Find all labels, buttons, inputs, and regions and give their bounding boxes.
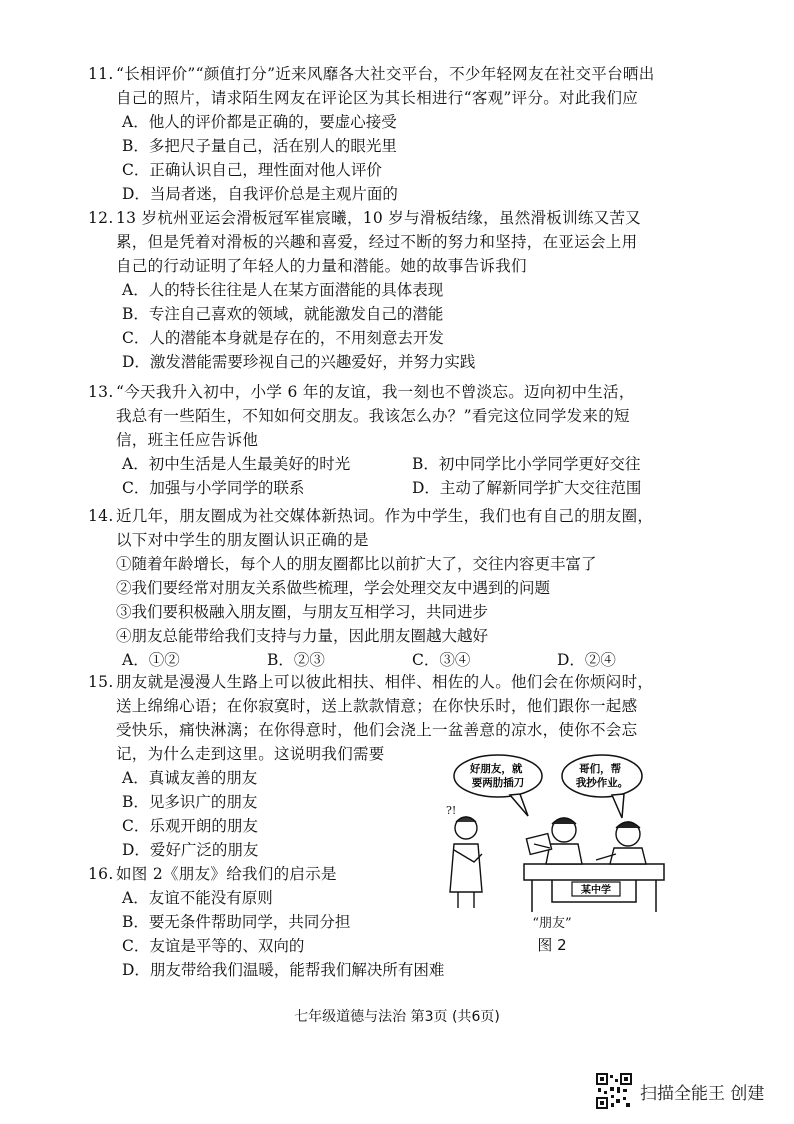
question-number: 14. (88, 507, 114, 525)
option-a: A．友谊不能没有原则 (122, 889, 273, 907)
question-stem: 16. 如图 2《朋友》给我们的启示是 (88, 862, 700, 886)
statement-3: ③我们要积极融入朋友圈，与朋友互相学习，共同进步 (116, 603, 489, 621)
option-b: B．专注自己喜欢的领域，就能激发自己的潜能 (122, 305, 444, 323)
option-c: C．③④ (412, 651, 471, 669)
figure-label: 图 2 (537, 936, 567, 954)
bubble-right-line-2: 我抄作业。 (575, 777, 629, 789)
option-d: D．主动了解新同学扩大交往范围 (412, 479, 642, 497)
question-number: 16. (88, 865, 114, 883)
svg-text:?!: ?! (446, 804, 457, 817)
figure-caption: “朋友” (532, 916, 572, 931)
option-row (88, 476, 700, 500)
question-stem: 13. “今天我升入初中，小学 6 年的友谊，我一刻也不曾淡忘。迈向初中生活， 我总有一些陌生，不知如何交朋友。我该怎么办？”看完这位同学发来的短 信，班主任应告诉他 (88, 380, 700, 452)
speech-bubble-right (562, 755, 642, 797)
option-c: C．加强与小学同学的联系 (122, 479, 305, 497)
option-d: D．当局者迷，自我评价总是主观片面的 (122, 185, 398, 203)
option-c: C．友谊是平等的、双向的 (122, 937, 305, 955)
option-a: A．①② (122, 651, 180, 669)
qr-code-icon (596, 1073, 632, 1109)
question-13 (88, 380, 700, 500)
option-b: B．初中同学比小学同学更好交往 (412, 455, 641, 473)
statement-4: ④朋友总能带给我们支持与力量，因此朋友圈越大越好 (116, 627, 489, 645)
statement-1: ①随着年龄增长，每个人的朋友圈都比以前扩大了，交往内容更丰富了 (116, 555, 597, 573)
question-number: 11. (88, 65, 114, 83)
school-sign-text: 某中学 (581, 885, 611, 896)
question-12 (88, 206, 700, 374)
option-d: D．爱好广泛的朋友 (122, 841, 259, 859)
option-c: C．乐观开朗的朋友 (122, 817, 258, 835)
question-number: 13. (88, 383, 114, 401)
page-footer: 七年级道德与法治 第3页 (共6页) (294, 1009, 500, 1025)
cartoon-figure (432, 752, 672, 952)
option-d: D．朋友带给我们温暖，能帮我们解决所有困难 (122, 961, 445, 979)
speech-bubble-left (454, 755, 542, 797)
statement-2: ②我们要经常对朋友关系做些梳理，学会处理交友中遇到的问题 (116, 579, 551, 597)
option-d: D．激发潜能需要珍视自己的兴趣爱好，并努力实践 (122, 353, 476, 371)
option-b: B．见多识广的朋友 (122, 793, 258, 811)
question-stem: 15. 朋友就是漫漫人生路上可以彼此相扶、相伴、相佐的人。他们会在你烦闷时， 送上绵绵心语；在你寂寞时，送上款款情意；在你快乐时，他们跟你一起感 受快乐，痛快淋漓；在你得意时，他们会浇上一盆善意的凉水，使你不会忘 记，为什么走到这里。这说明我们需要 (88, 670, 700, 766)
option-c: C．人的潜能本身就是存在的，不用刻意去开发 (122, 329, 444, 347)
question-number: 15. (88, 673, 114, 691)
option-b: B．要无条件帮助同学，共同分担 (122, 913, 351, 931)
bubble-left-line-2: 要两肋插刀 (471, 777, 525, 789)
question-stem: 14. 近几年，朋友圈成为社交媒体新热词。作为中学生，我们也有自己的朋友圈， 以下对中学生的朋友圈认识正确的是 (88, 504, 700, 552)
option-row (88, 648, 700, 672)
question-stem: 11. “长相评价”“颜值打分”近来风靡各大社交平台，不少年轻网友在社交平台晒出 自己的照片，请求陌生网友在评论区为其长相进行“客观”评分。对此我们应 (88, 62, 700, 110)
option-row (88, 452, 700, 476)
boy-figure-right (596, 822, 646, 864)
boy-figure-left (526, 818, 582, 864)
scanner-watermark (596, 1073, 764, 1109)
option-a: A．初中生活是人生最美好的时光 (122, 455, 351, 473)
scanner-watermark-text: 扫描全能王 创建 (640, 1083, 765, 1104)
option-c: C．正确认识自己，理性面对他人评价 (122, 161, 382, 179)
question-14 (88, 504, 700, 672)
girl-figure (446, 804, 482, 908)
cartoon-illustration (432, 752, 672, 912)
option-a: A．他人的评价都是正确的，要虚心接受 (122, 113, 397, 131)
option-a: A．人的特长往往是人在某方面潜能的具体表现 (122, 281, 444, 299)
question-stem: 12. 13 岁杭州亚运会滑板冠军崔宸曦，10 岁与滑板结缘，虽然滑板训练又苦又 累，但是凭着对滑板的兴趣和喜爱，经过不断的努力和坚持，在亚运会上用 自己的行动证明了年轻人的力量和潜能。她的故事告诉我们 (88, 206, 700, 278)
option-a: A．真诚友善的朋友 (122, 769, 258, 787)
question-11 (88, 62, 700, 206)
option-b: B．②③ (267, 651, 325, 669)
bubble-right-line-1: 哥们，帮 (579, 763, 622, 775)
bubble-left-line-1: 好朋友，就 (469, 763, 523, 775)
question-number: 12. (88, 209, 114, 227)
option-b: B．多把尺子量自己，活在别人的眼光里 (122, 137, 397, 155)
option-d: D．②④ (557, 651, 616, 669)
